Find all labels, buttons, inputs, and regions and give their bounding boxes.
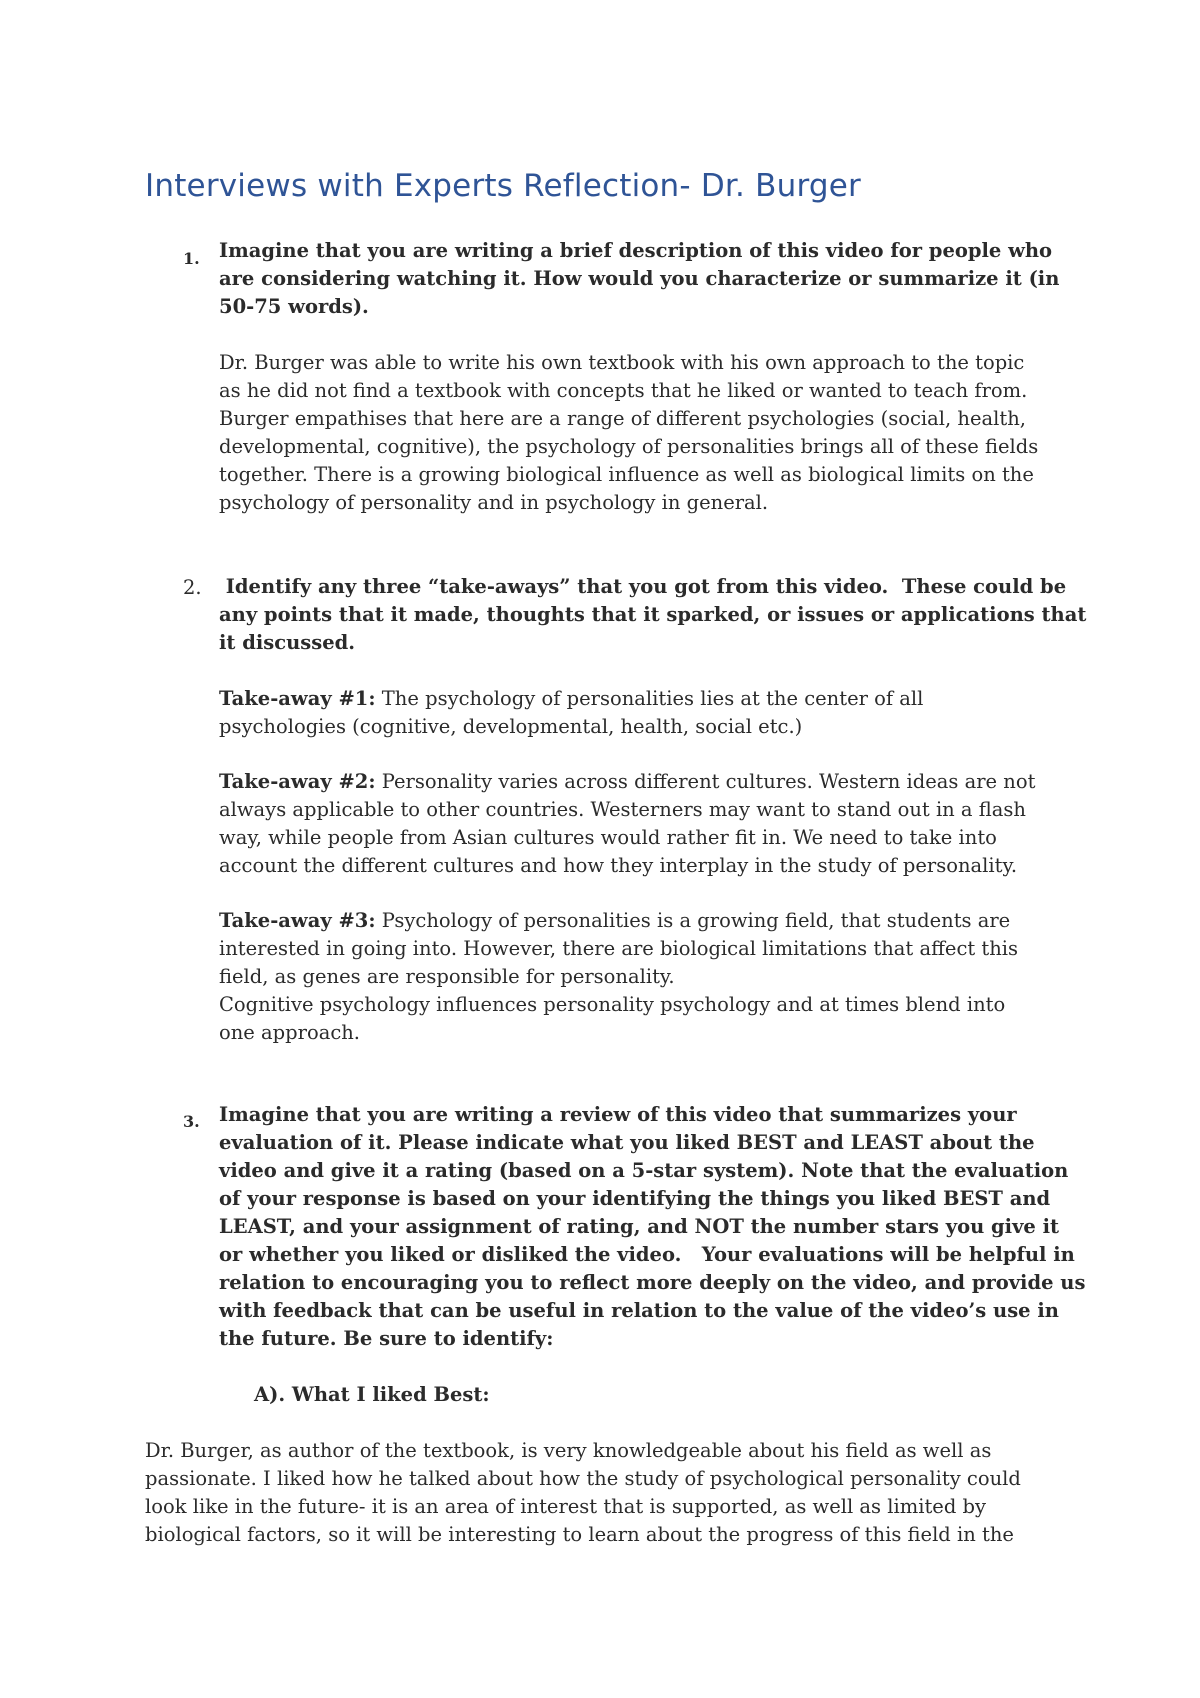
question-1-number: 1. (183, 249, 200, 268)
takeaway-line: way, while people from Asian cultures would rather fit in. We need to take into (219, 826, 997, 849)
prompt-line: Imagine that you are writing a review of this video that summarizes your (219, 1103, 1017, 1126)
answer-line: psychology of personality and in psychology in general. (219, 491, 769, 514)
document-title: Interviews with Experts Reflection- Dr. Burger (145, 168, 861, 204)
question-3-prompt (219, 1101, 1085, 1353)
prompt-line: with feedback that can be useful in relation to the value of the video’s use in (219, 1299, 1059, 1322)
answer-line: together. There is a growing biological influence as well as biological limits on the (219, 463, 1034, 486)
prompt-line: of your response is based on your identifying the things you liked BEST and (219, 1187, 1051, 1210)
takeaway-line: one approach. (219, 1021, 360, 1044)
prompt-line: LEAST, and your assignment of rating, and NOT the number stars you give it (219, 1215, 1060, 1238)
question-3-answer (145, 1437, 1021, 1549)
answer-line: biological factors, so it will be interesting to learn about the progress of this field in the (145, 1523, 1014, 1546)
takeaway-2 (219, 768, 1035, 880)
takeaway-line: Personality varies across different cultures. Western ideas are not (375, 770, 1036, 793)
answer-line: developmental, cognitive), the psychology of personalities brings all of these fields (219, 435, 1039, 458)
prompt-line: evaluation of it. Please indicate what you liked BEST and LEAST about the (219, 1131, 1035, 1154)
prompt-line: Imagine that you are writing a brief description of this video for people who (219, 239, 1053, 262)
prompt-line: Identify any three “take-aways” that you got from this video. These could be (219, 575, 1067, 598)
prompt-line: any points that it made, thoughts that it sparked, or issues or applications that (219, 603, 1087, 626)
prompt-line: video and give it a rating (based on a 5-star system). Note that the evaluation (219, 1159, 1069, 1182)
takeaway-line: account the different cultures and how they interplay in the study of personality. (219, 854, 1018, 877)
takeaway-line: Cognitive psychology influences personality psychology and at times blend into (219, 993, 1006, 1016)
prompt-line: relation to encouraging you to reflect more deeply on the video, and provide us (219, 1271, 1086, 1294)
answer-line: Burger empathises that here are a range of different psychologies (social, health, (219, 407, 1026, 430)
answer-line: passionate. I liked how he talked about how the study of psychological personality could (145, 1467, 1021, 1490)
takeaway-2-label: Take-away #2: (219, 770, 376, 793)
question-2-prompt (219, 573, 1086, 657)
prompt-line: it discussed. (219, 631, 356, 654)
question-1-prompt (219, 237, 1059, 321)
question-2-number: 2. (183, 576, 202, 599)
takeaway-line: field, as genes are responsible for personality. (219, 965, 675, 988)
takeaway-3 (219, 907, 1018, 1047)
answer-line: as he did not find a textbook with concepts that he liked or wanted to teach from. (219, 379, 1028, 402)
answer-line: Dr. Burger was able to write his own textbook with his own approach to the topic (219, 351, 1025, 374)
takeaway-line: psychologies (cognitive, developmental, health, social etc.) (219, 715, 803, 738)
prompt-line: are considering watching it. How would you characterize or summarize it (in (219, 267, 1060, 290)
question-1-answer (219, 349, 1038, 517)
takeaway-1 (219, 685, 923, 741)
takeaway-line: interested in going into. However, there are biological limitations that affect this (219, 937, 1019, 960)
prompt-line: or whether you liked or disliked the video. Your evaluations will be helpful in (219, 1243, 1075, 1266)
takeaway-line: always applicable to other countries. Westerners may want to stand out in a flash (219, 798, 1026, 821)
prompt-line: 50-75 words). (219, 295, 369, 318)
prompt-line: the future. Be sure to identify: (219, 1327, 554, 1350)
takeaway-1-label: Take-away #1: (219, 687, 376, 710)
takeaway-line: The psychology of personalities lies at the center of all (375, 687, 924, 710)
takeaway-3-label: Take-away #3: (219, 909, 376, 932)
takeaway-line: Psychology of personalities is a growing field, that students are (375, 909, 1011, 932)
question-3-number: 3. (183, 1112, 200, 1131)
answer-line: Dr. Burger, as author of the textbook, is very knowledgeable about his field as well as (145, 1439, 992, 1462)
answer-line: look like in the future- it is an area of interest that is supported, as well as limited by (145, 1495, 987, 1518)
subheading-liked-best: A). What I liked Best: (254, 1383, 490, 1406)
